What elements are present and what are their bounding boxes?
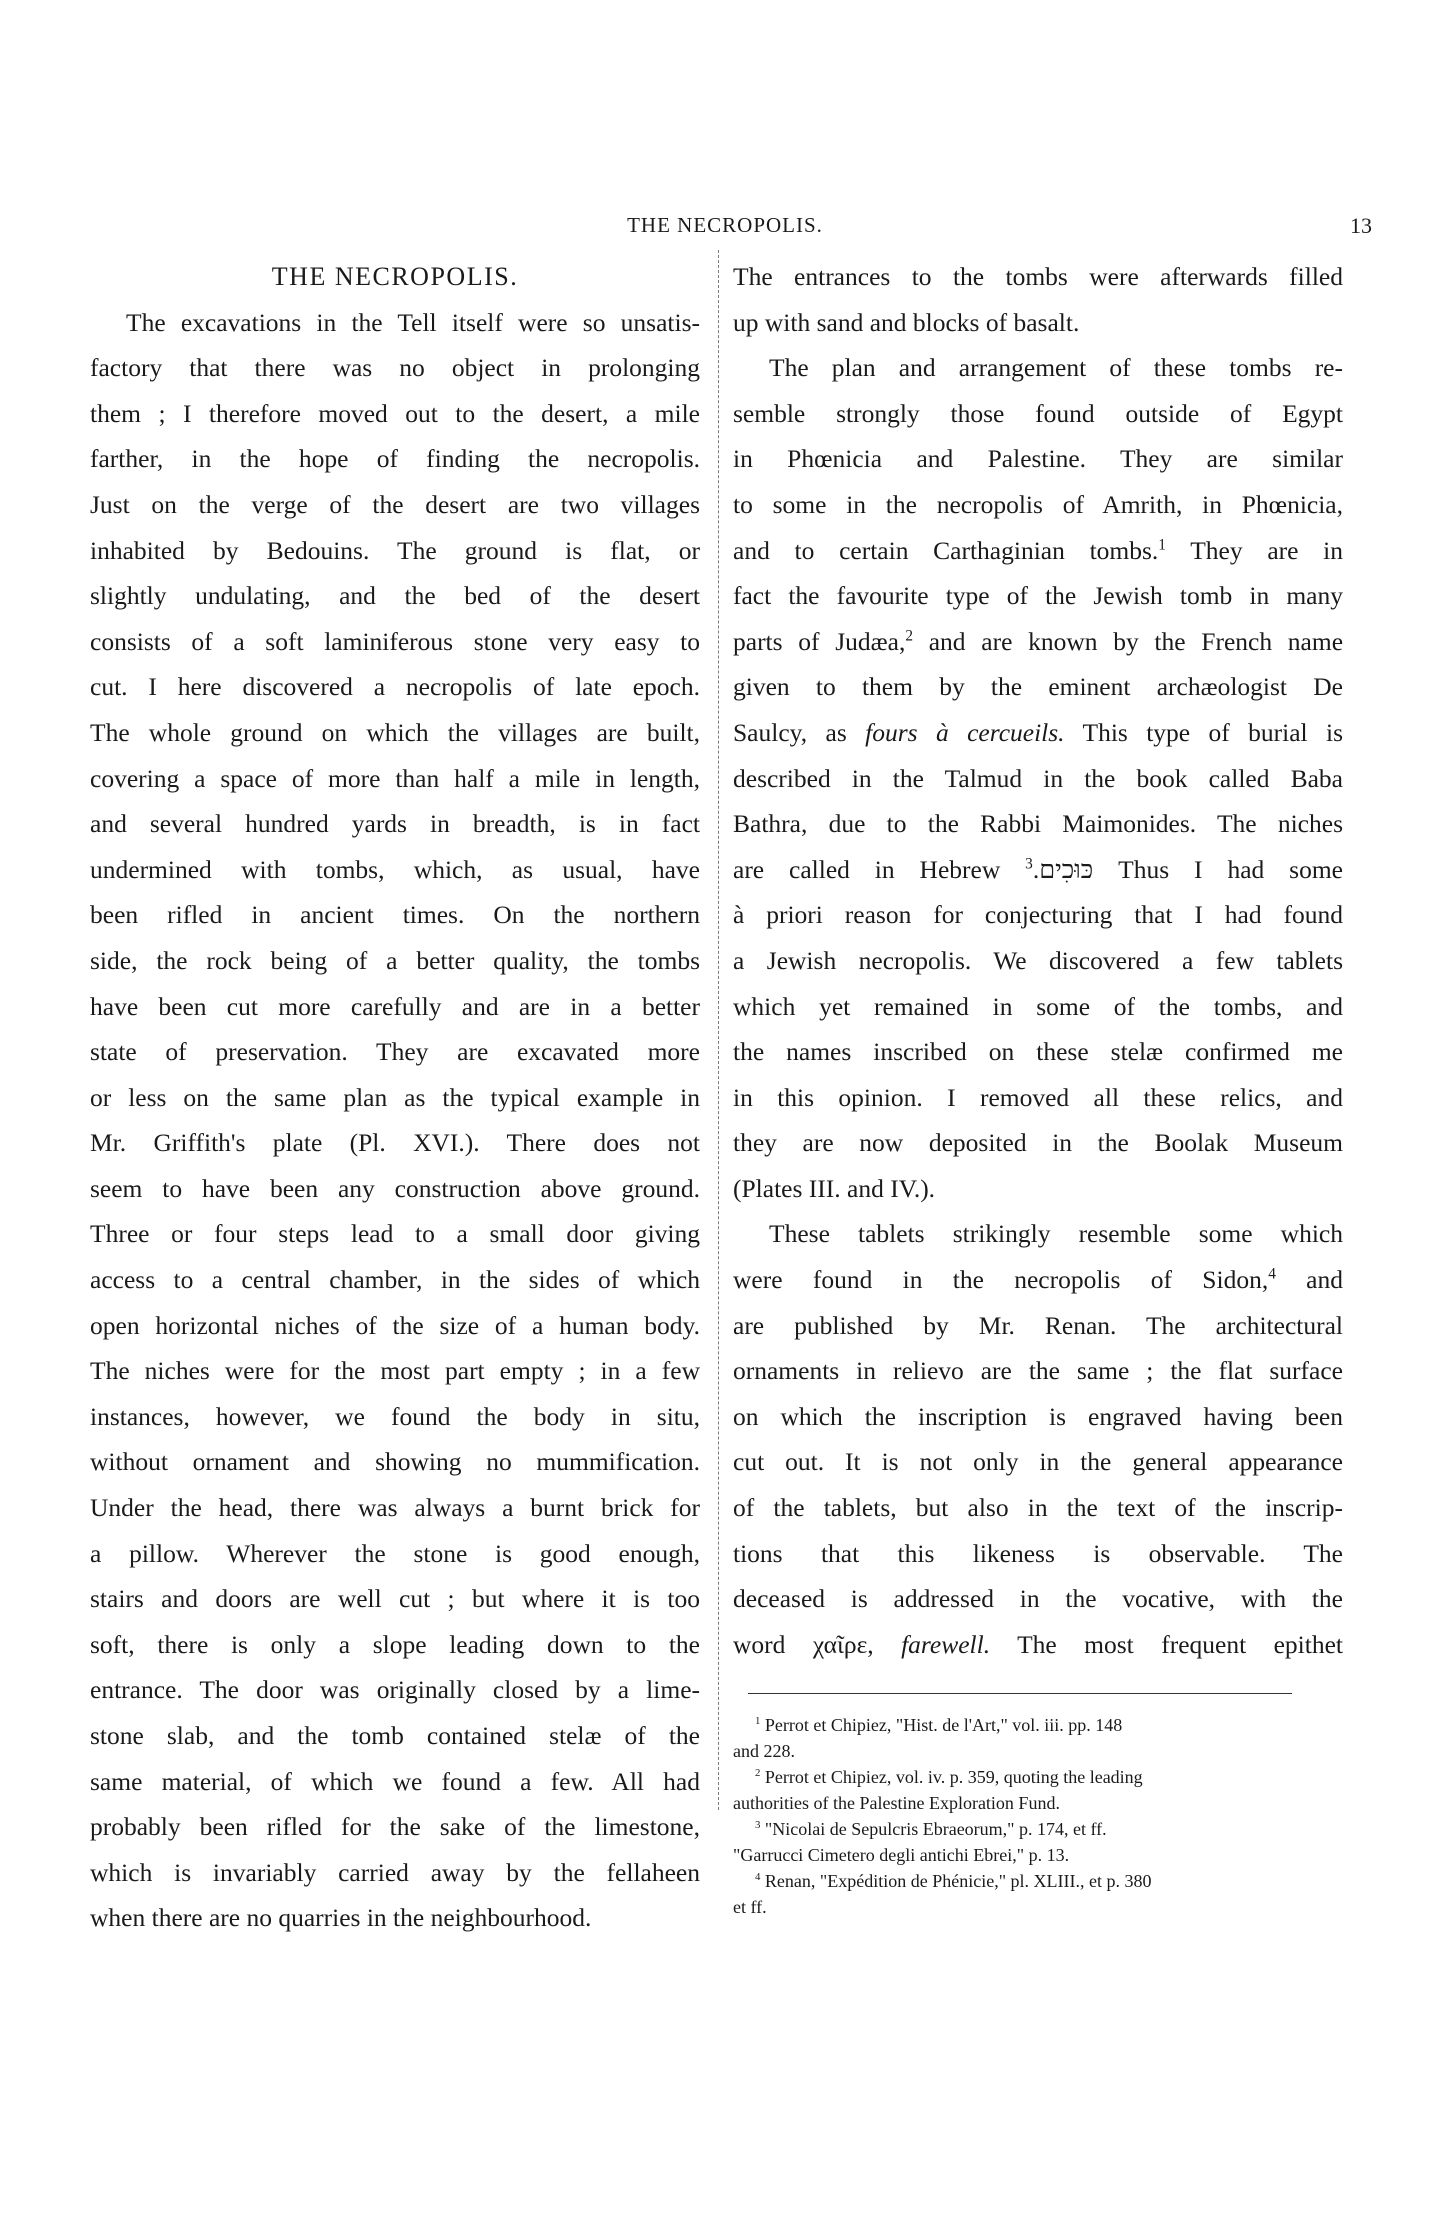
footnote-text: "Nicolai de Sepulcris Ebraeorum," p. 174, et ff. (764, 1819, 1107, 1839)
footnote-line (733, 1816, 1343, 1842)
text-run: Saulcy, as (733, 717, 847, 747)
text-line: entrance. The door was originally closed by a lime- (90, 1675, 700, 1705)
text-line: a pillow. Wherever the stone is good enough, (90, 1538, 700, 1568)
footnote-line: and 228. (733, 1741, 795, 1761)
footnote-mark: 1 (755, 1715, 761, 1727)
footnote-line (733, 1868, 1343, 1894)
text-line: of the tablets, but also in the text of the inscrip- (733, 1493, 1343, 1523)
text-run: Thus I had some (1118, 854, 1343, 884)
page-number: 13 (1350, 213, 1372, 238)
footnote-ref: 3 (1025, 855, 1033, 873)
footnote-text: Renan, "Expédition de Phénicie," pl. XLIII., et p. 380 (764, 1871, 1152, 1891)
text-line: covering a space of more than half a mile in length, (90, 763, 700, 793)
text-line: which yet remained in some of the tombs, and (733, 991, 1343, 1021)
text-line: The excavations in the Tell itself were so unsatis- (126, 307, 700, 337)
footnote-mark: 3 (755, 1819, 761, 1831)
footnotes (733, 1712, 1343, 1920)
text-line-composite (733, 710, 1343, 756)
text-run: and to certain Carthaginian tombs. (733, 535, 1159, 565)
text-run: parts of Judæa, (733, 626, 906, 656)
text-line: Under the head, there was always a burnt brick for (90, 1493, 700, 1523)
text-run: This type of burial is (1082, 717, 1344, 747)
text-line: seem to have been any construction above ground. (90, 1173, 700, 1203)
footnote-mark: 4 (755, 1871, 761, 1883)
text-line: (Plates III. and IV.). (733, 1173, 936, 1203)
text-line: are published by Mr. Renan. The architectural (733, 1310, 1343, 1340)
text-line-composite (733, 619, 1343, 665)
text-line: Just on the verge of the desert are two villages (90, 489, 700, 519)
greek-word: χαῖρε, (812, 1629, 874, 1659)
text-line: cut out. It is not only in the general appearance (733, 1447, 1343, 1477)
text-line: The entrances to the tombs were afterwards filled (733, 262, 1343, 291)
text-line: side, the rock being of a better quality, the tombs (90, 945, 700, 975)
text-line: them ; I therefore moved out to the desert, a mile (90, 398, 700, 428)
text-line: same material, of which we found a few. All had (90, 1766, 700, 1796)
text-line: These tablets strikingly resemble some which (769, 1219, 1343, 1249)
left-column (90, 254, 700, 1941)
text-line: instances, however, we found the body in situ, (90, 1401, 700, 1431)
text-run: and (1306, 1265, 1343, 1295)
text-line: The niches were for the most part empty ; in a few (90, 1356, 700, 1386)
text-line: they are now deposited in the Boolak Museum (733, 1128, 1343, 1158)
text-line: when there are no quarries in the neighbourhood. (90, 1903, 592, 1933)
footnote-rule (748, 1693, 1292, 1694)
text-run: were found in the necropolis of Sidon, (733, 1265, 1269, 1295)
text-line: the names inscribed on these stelæ confirmed me (733, 1037, 1343, 1067)
text-line: Three or four steps lead to a small door giving (90, 1219, 700, 1249)
text-line-composite (733, 528, 1343, 574)
text-line: have been cut more carefully and are in a better (90, 991, 700, 1021)
text-line: open horizontal niches of the size of a human body. (90, 1310, 700, 1340)
text-line-composite (733, 1257, 1343, 1303)
text-line: cut. I here discovered a necropolis of late epoch. (90, 672, 700, 702)
text-line: a Jewish necropolis. We discovered a few tablets (733, 945, 1343, 975)
text-line: without ornament and showing no mummification. (90, 1447, 700, 1477)
footnote-ref: 2 (905, 627, 914, 645)
text-line: and several hundred yards in breadth, is in fact (90, 809, 700, 839)
text-line: Bathra, due to the Rabbi Maimonides. The niches (733, 809, 1343, 839)
text-line: been rifled in ancient times. On the northern (90, 900, 700, 930)
text-line: farther, in the hope of finding the necropolis. (90, 444, 700, 474)
text-line-composite (733, 847, 1343, 893)
text-line: stairs and doors are well cut ; but where it is too (90, 1584, 700, 1614)
footnote-line (733, 1712, 1343, 1738)
text-run: They are in (1190, 535, 1344, 565)
text-line: semble strongly those found outside of Egypt (733, 398, 1343, 428)
text-line: soft, there is only a slope leading down to the (90, 1629, 700, 1659)
running-head: THE NECROPOLIS. (627, 213, 823, 237)
text-line: Mr. Griffith's plate (Pl. XVI.). There does not (90, 1128, 700, 1158)
text-line: deceased is addressed in the vocative, with the (733, 1584, 1343, 1614)
text-run: and are known by the French name (928, 626, 1344, 656)
italic-run: fours à cercueils. (865, 717, 1065, 747)
footnote-line: et ff. (733, 1897, 767, 1917)
text-line: tions that this likeness is observable. The (733, 1538, 1343, 1568)
text-line: which is invariably carried away by the fellaheen (90, 1857, 700, 1887)
text-line: factory that there was no object in prolonging (90, 353, 700, 383)
footnote-mark: 2 (755, 1767, 761, 1779)
text-line: given to them by the eminent archæologist De (733, 672, 1343, 702)
text-line: access to a central chamber, in the sides of which (90, 1265, 700, 1295)
text-run: are called in Hebrew כּוּכִים. (733, 854, 1094, 884)
footnote-text: Perrot et Chipiez, vol. iv. p. 359, quoting the leading (764, 1767, 1143, 1787)
text-line: up with sand and blocks of basalt. (733, 307, 1080, 337)
text-line: slightly undulating, and the bed of the desert (90, 581, 700, 611)
text-run: The most frequent epithet (1017, 1629, 1343, 1659)
column-divider (718, 250, 719, 1810)
text-line: fact the favourite type of the Jewish tomb in many (733, 581, 1343, 611)
footnote-line: authorities of the Palestine Exploration Fund. (733, 1793, 1060, 1813)
text-line: probably been rifled for the sake of the limestone, (90, 1812, 700, 1842)
footnote-ref: 1 (1158, 536, 1166, 554)
text-line: to some in the necropolis of Amrith, in Phœnicia, (733, 489, 1343, 519)
text-line: à priori reason for conjecturing that I had found (733, 900, 1343, 930)
text-line: or less on the same plan as the typical example in (90, 1082, 700, 1112)
footnote-line (733, 1764, 1343, 1790)
text-line-composite (733, 1622, 1343, 1668)
text-line: in Phœnicia and Palestine. They are similar (733, 444, 1343, 474)
text-line: undermined with tombs, which, as usual, have (90, 854, 700, 884)
section-title: THE NECROPOLIS. (271, 262, 519, 291)
text-line: state of preservation. They are excavated more (90, 1037, 700, 1067)
text-line: stone slab, and the tomb contained stelæ of the (90, 1721, 700, 1750)
text-line: in this opinion. I removed all these relics, and (733, 1082, 1343, 1112)
footnote-text: Perrot et Chipiez, "Hist. de l'Art," vol. iii. pp. 148 (764, 1715, 1123, 1735)
text-line: ornaments in relievo are the same ; the flat surface (733, 1356, 1343, 1386)
text-run: word (733, 1629, 786, 1659)
footnote-ref: 4 (1268, 1265, 1276, 1283)
italic-run: farewell. (901, 1629, 991, 1659)
footnote-line: "Garrucci Cimetero degli antichi Ebrei," p. 13. (733, 1845, 1070, 1865)
text-line: described in the Talmud in the book called Baba (733, 763, 1343, 793)
right-column (733, 254, 1343, 1667)
text-line: inhabited by Bedouins. The ground is flat, or (90, 535, 700, 565)
text-line: The plan and arrangement of these tombs re- (769, 353, 1343, 383)
text-line: on which the inscription is engraved having been (733, 1401, 1343, 1431)
text-line: The whole ground on which the villages are built, (90, 717, 700, 747)
text-line: consists of a soft laminiferous stone very easy to (90, 626, 700, 656)
